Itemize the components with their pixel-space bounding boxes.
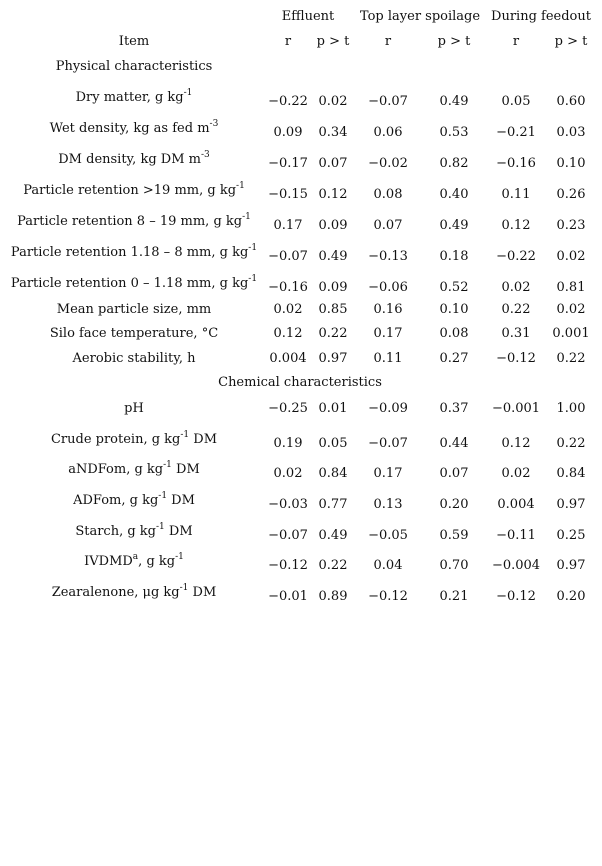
table-cell: 0.06: [373, 125, 403, 140]
table-cell: 0.82: [439, 156, 469, 171]
table-cell: 0.84: [556, 466, 586, 481]
table-cell: 0.44: [439, 436, 469, 451]
table-cell: 0.22: [318, 326, 348, 341]
table-cell: 0.89: [318, 589, 348, 604]
table-cell: −0.09: [368, 401, 408, 416]
table-cell: −0.12: [496, 589, 536, 604]
table-cell: 0.85: [318, 302, 348, 317]
table-cell: 0.07: [318, 156, 348, 171]
table-cell: 0.09: [318, 280, 348, 295]
table-cell: 0.59: [439, 528, 469, 543]
row-label: Silo face temperature, °C: [49, 326, 219, 341]
table-cell: 0.10: [556, 156, 586, 171]
table-cell: 0.12: [501, 436, 531, 451]
table-cell: −0.11: [496, 528, 536, 543]
header-top-layer-spoilage: Top layer spoilage: [359, 9, 481, 24]
table-cell: −0.16: [496, 156, 536, 171]
table-cell: 1.00: [556, 401, 586, 416]
row-label: Crude protein, g $kg^{-1}$ DM: [50, 430, 218, 447]
table-cell: 0.02: [501, 280, 531, 295]
row-label: Wet density, kg as fed $m^{-3}$: [49, 119, 219, 136]
table-cell: −0.21: [496, 125, 536, 140]
row-label: Particle retention >19 mm, g $kg^{-1}$: [23, 181, 245, 198]
table-cell: 0.09: [273, 125, 303, 140]
table-cell: 0.02: [556, 302, 586, 317]
table-cell: 0.77: [318, 497, 348, 512]
table-cell: −0.16: [268, 280, 308, 295]
table-cell: 0.26: [556, 187, 586, 202]
table-cell: −0.15: [268, 187, 308, 202]
row-label: Zearalenone, μg $kg^{-1}$ DM: [51, 583, 217, 600]
table-cell: 0.02: [273, 466, 303, 481]
header-during-feedout: During feedout: [491, 9, 591, 24]
table-cell: 0.22: [556, 436, 586, 451]
table-cell: 0.20: [556, 589, 586, 604]
table-cell: 0.31: [501, 326, 531, 341]
table-cell: 0.49: [439, 218, 469, 233]
table-cell: 0.34: [318, 125, 348, 140]
table-cell: −0.12: [496, 351, 536, 366]
table-cell: 0.09: [318, 218, 348, 233]
table-cell: −0.22: [496, 249, 536, 264]
section-physical: Physical characteristics: [55, 59, 213, 74]
table-cell: 0.12: [273, 326, 303, 341]
table-cell: 0.84: [318, 466, 348, 481]
table-cell: 0.49: [318, 249, 348, 264]
table-cell: −0.13: [368, 249, 408, 264]
table-cell: 0.22: [318, 558, 348, 573]
table-cell: 0.49: [318, 528, 348, 543]
subheader-p-spoilage: p > t: [437, 34, 471, 49]
table-cell: 0.52: [439, 280, 469, 295]
table-cell: 0.004: [497, 497, 535, 512]
table-cell: 0.27: [439, 351, 469, 366]
table-cell: −0.22: [268, 94, 308, 109]
row-label: DM density, kg DM $m^{-3}$: [58, 150, 210, 167]
table-cell: 0.12: [501, 218, 531, 233]
table-cell: 0.97: [318, 351, 348, 366]
table-cell: 0.17: [273, 218, 303, 233]
table-cell: −0.07: [268, 528, 308, 543]
table-cell: 0.20: [439, 497, 469, 512]
row-label: ADFom, g $kg^{-1}$ DM: [73, 491, 195, 508]
table-cell: −0.07: [368, 436, 408, 451]
row-label: pH: [124, 401, 144, 416]
table-cell: −0.03: [268, 497, 308, 512]
table-cell: 0.004: [269, 351, 307, 366]
table-cell: −0.12: [268, 558, 308, 573]
table-cell: −0.01: [268, 589, 308, 604]
table-cell: 0.04: [373, 558, 403, 573]
subheader-r-spoilage: r: [384, 34, 392, 49]
table-cell: 0.97: [556, 497, 586, 512]
row-label: aNDFom, g $kg^{-1}$ DM: [68, 460, 200, 477]
table-cell: 0.10: [439, 302, 469, 317]
table-cell: 0.05: [318, 436, 348, 451]
table-cell: 0.12: [318, 187, 348, 202]
table-cell: −0.07: [268, 249, 308, 264]
table-cell: −0.004: [491, 558, 541, 573]
table-cell: 0.21: [439, 589, 469, 604]
table-cell: 0.97: [556, 558, 586, 573]
row-label: IVDMD$^a$, g $kg^{-1}$: [84, 552, 184, 569]
table-cell: −0.02: [368, 156, 408, 171]
table-cell: 0.11: [501, 187, 531, 202]
table-cell: 0.08: [373, 187, 403, 202]
table-cell: 0.25: [556, 528, 586, 543]
table-cell: 0.07: [373, 218, 403, 233]
table-cell: 0.05: [501, 94, 531, 109]
row-label: Particle retention 1.18 – 8 mm, g $kg^{-1}$: [10, 243, 258, 260]
section-chemical: Chemical characteristics: [218, 375, 382, 390]
table-cell: 0.02: [318, 94, 348, 109]
table-cell: −0.07: [368, 94, 408, 109]
row-label: Starch, g $kg^{-1}$ DM: [75, 522, 193, 539]
subheader-p-feedout: p > t: [554, 34, 588, 49]
table-cell: 0.37: [439, 401, 469, 416]
table-cell: 0.60: [556, 94, 586, 109]
table-cell: 0.18: [439, 249, 469, 264]
table-cell: 0.08: [439, 326, 469, 341]
table-cell: 0.02: [556, 249, 586, 264]
table-cell: 0.07: [439, 466, 469, 481]
table-cell: 0.40: [439, 187, 469, 202]
row-label: Mean particle size, mm: [56, 302, 212, 317]
table-cell: 0.001: [552, 326, 590, 341]
table-cell: 0.02: [273, 302, 303, 317]
header-effluent: Effluent: [281, 9, 335, 24]
table-cell: 0.22: [501, 302, 531, 317]
table-cell: 0.01: [318, 401, 348, 416]
table-cell: 0.17: [373, 466, 403, 481]
subheader-r-effluent: r: [284, 34, 292, 49]
table-cell: 0.70: [439, 558, 469, 573]
table-cell: −0.12: [368, 589, 408, 604]
table-cell: 0.13: [373, 497, 403, 512]
table-cell: −0.25: [268, 401, 308, 416]
table-cell: 0.81: [556, 280, 586, 295]
table-cell: 0.49: [439, 94, 469, 109]
table-cell: −0.001: [491, 401, 541, 416]
header-item: Item: [118, 34, 150, 49]
table-cell: 0.19: [273, 436, 303, 451]
subheader-r-feedout: r: [512, 34, 520, 49]
row-label: Dry matter, g $kg^{-1}$: [75, 88, 193, 105]
table-cell: 0.11: [373, 351, 403, 366]
table-cell: −0.06: [368, 280, 408, 295]
table-cell: 0.53: [439, 125, 469, 140]
row-label: Particle retention 0 – 1.18 mm, g $kg^{-1}$: [10, 274, 258, 291]
table-cell: 0.17: [373, 326, 403, 341]
row-label: Aerobic stability, h: [72, 351, 196, 366]
table-cell: 0.23: [556, 218, 586, 233]
subheader-p-effluent: p > t: [316, 34, 350, 49]
table-cell: −0.17: [268, 156, 308, 171]
table-cell: 0.16: [373, 302, 403, 317]
table-cell: −0.05: [368, 528, 408, 543]
row-label: Particle retention 8 – 19 mm, g $kg^{-1}$: [17, 212, 251, 229]
table-cell: 0.03: [556, 125, 586, 140]
table-cell: 0.22: [556, 351, 586, 366]
table-cell: 0.02: [501, 466, 531, 481]
